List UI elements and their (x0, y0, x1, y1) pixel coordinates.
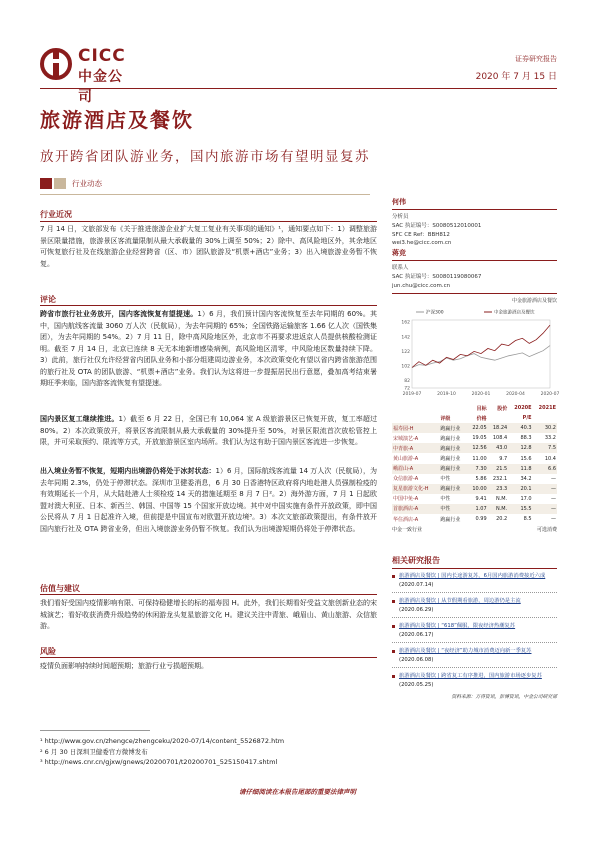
bullet-icon (392, 675, 395, 678)
table-cell: 22.05 (467, 423, 488, 433)
table-row (392, 474, 557, 484)
related-item-title[interactable]: 旅游酒店及餐饮 | “夜经济”助力城市消费迈向新一季复苏 (399, 648, 532, 654)
table-cell: 跑赢行业 (439, 464, 467, 474)
report-type: 证券研究报告 (515, 55, 557, 63)
table-cell: 15.6 (520, 455, 532, 462)
table-header-cell: 评级 (440, 415, 451, 422)
related-research (392, 555, 557, 700)
related-item-date: (2020.05.25) (399, 681, 434, 688)
author-sfc-1: SFC CE Ref：BBH812 (392, 231, 450, 238)
y-tick-label: 82 (404, 379, 410, 385)
category-label: 行业动态 (72, 179, 102, 188)
table-cell: 11.00 (472, 455, 487, 462)
table-row (392, 464, 557, 474)
series-line-1 (412, 325, 550, 367)
related-item-title[interactable]: 旅游酒店及餐饮 | 国内长途游复苏，6月国内旅游消费接近六成 (399, 573, 546, 579)
table-header-cell: 股价 (497, 405, 508, 412)
table-cell: 20.1 (508, 484, 532, 494)
table-cell: 17.0 (520, 495, 532, 502)
table-cell: 20.2 (496, 516, 508, 523)
comment-2-body: 1）截至 6 月 22 日，全国已有 10,064 家 A 级旅游景区已恢复开放，复工率超过 80%。2）本次政策放开，将景区客流限制从最大承载量的 30%提升至 50%，对景区限流首次放松管控上限，并可采取预约、限流等方式，开放旅游景区室内场所。我们认为这有助于国内景区客流进一步恢复。 (40, 415, 378, 446)
table-cell: 43.0 (488, 443, 509, 453)
footnote-2: ² 6 月 30 日深圳卫健委官方微博发布 (40, 747, 148, 756)
table-cell: 跑赢行业 (440, 456, 461, 463)
footnote-3[interactable]: ³ http://news.cnr.cn/gjxw/gnews/20200701/t20200701_525150417.shtml (40, 758, 278, 766)
author-name-2: 蒋竞 (392, 249, 406, 257)
table-header-cell (392, 413, 439, 423)
related-divider (392, 568, 557, 569)
performance-chart (392, 306, 560, 401)
table-row (392, 504, 557, 514)
comment-paragraph-1 (40, 309, 377, 390)
table-row (392, 494, 557, 504)
related-item-title[interactable]: 旅游酒店及餐饮 | “618”佩服，限夜经济热潮复苏 (399, 623, 516, 629)
table-cell: 15.5 (508, 504, 532, 514)
author-sac-1: SAC 执证编号：S0080512010001 (392, 222, 482, 229)
table-cell: 11.8 (508, 464, 532, 474)
category-divider (40, 194, 370, 195)
related-item-title[interactable]: 旅游酒店及餐饮 | 跨省复工有序推进，国内旅游市场逐步复苏 (399, 673, 542, 679)
table-row (392, 423, 557, 433)
header-meta (476, 54, 557, 82)
table-header-cell: 价格 (476, 415, 487, 422)
table-row (392, 443, 557, 453)
related-item[interactable] (392, 622, 557, 639)
table-cell: 6.6 (533, 464, 557, 474)
table-cell: 中青旅-A (392, 443, 439, 453)
section-divider (40, 221, 377, 222)
table-cell: 108.4 (492, 435, 508, 442)
table-cell: 跑赢行业 (440, 435, 461, 442)
cicc-logo (40, 46, 130, 105)
table-source: 中金一致行业 (392, 527, 423, 534)
table-row (392, 484, 557, 494)
related-item-date: (2020.06.17) (399, 631, 434, 638)
comment-paragraph-3 (40, 466, 377, 535)
table-cell: 5.86 (475, 475, 487, 482)
table-header-cell: 2020E (514, 405, 532, 412)
section-heading-risk: 风险 (40, 647, 56, 656)
chart-title: 中金旅游酒店及餐饮 (511, 298, 557, 304)
x-tick-label: 2019-10 (437, 392, 456, 397)
y-tick-label: 122 (401, 349, 410, 355)
legend-label: 中金旅游酒店及餐饮 (494, 310, 535, 316)
x-tick-label: 2020-04 (506, 392, 525, 397)
table-note: 可选消费 (536, 527, 557, 534)
legal-footer: 请仔细阅读在本报告尾部的重要法律声明 (239, 788, 356, 796)
valuation-table (392, 403, 557, 524)
author-divider (392, 209, 557, 210)
table-cell: 福寿园-H (392, 423, 439, 433)
table-cell: 12.56 (467, 443, 488, 453)
table-cell: 中性 (440, 476, 451, 483)
comment-paragraph-2 (40, 414, 377, 449)
table-cell: 众信旅游-A (393, 476, 419, 483)
table-row (392, 433, 557, 443)
table-cell: 40.3 (508, 423, 532, 433)
table-cell: 黄山旅游-A (393, 456, 419, 463)
related-separator (392, 642, 557, 643)
related-item-date: (2020.07.14) (399, 581, 434, 588)
related-item[interactable] (392, 647, 557, 664)
table-cell: 88.3 (520, 435, 532, 442)
table-header-row (392, 403, 557, 413)
category-marker-light (54, 178, 66, 189)
table-cell: 21.5 (488, 464, 509, 474)
author-sac-2: SAC 执证编号：S0080119080067 (392, 273, 482, 280)
footnote-1[interactable]: ¹ http://www.gov.cn/zhengce/zhengceku/2020-07/14/content_5526872.htm (40, 737, 285, 745)
table-cell: 8.5 (523, 516, 532, 523)
table-cell: 10.4 (544, 455, 556, 462)
section-heading-recent: 行业近况 (40, 210, 72, 219)
header-divider (40, 88, 557, 89)
table-header-cell: 2021E (538, 405, 556, 412)
section-heading-valuation: 估值与建议 (40, 584, 80, 593)
logo-text-en: CICC (78, 46, 126, 66)
table-cell: 跑赢行业 (439, 484, 467, 494)
table-cell: N.M. (495, 495, 508, 502)
bullet-icon (392, 625, 395, 628)
related-item[interactable] (392, 597, 557, 614)
author-email-2[interactable]: jun.chu@cicc.com.cn (392, 282, 451, 289)
table-header-cell (439, 403, 467, 413)
table-header-cell: P/E (522, 415, 532, 422)
table-header-cell (392, 403, 439, 413)
section-divider (40, 657, 377, 658)
table-subheader-row (392, 413, 557, 423)
chart-header (392, 293, 557, 304)
related-source: 资料来源：万得资讯，彭博资讯，中金公司研究部 (451, 695, 557, 700)
comment-3-lead: 出入境业务暂不恢复，短期内出境游仍将处于冰封状态： (40, 467, 216, 475)
table-cell: 9.7 (499, 455, 508, 462)
page-title: 旅游酒店及餐饮 (40, 108, 194, 132)
series-line-0 (412, 346, 550, 368)
table-row (392, 514, 557, 524)
table-cell: 7.30 (467, 464, 488, 474)
table-cell: 12.8 (508, 443, 532, 453)
table-cell: — (551, 495, 556, 502)
table-cell: 跑赢行业 (439, 423, 467, 433)
related-separator (392, 667, 557, 668)
comment-2-lead: 国内景区复工继续推进。 (40, 415, 119, 423)
table-cell: — (551, 475, 556, 482)
table-header-cell: 目标 (476, 405, 487, 412)
logo-text-cn: 中金公司 (78, 69, 123, 105)
table-footer (392, 526, 557, 533)
table-cell: 33.2 (544, 435, 556, 442)
bullet-icon (392, 575, 395, 578)
table-cell: 0.99 (475, 516, 487, 523)
comment-3-body: 1）6 月，国际航线客流量 14 万人次（民航局），为去年同期 2.3%，仍处于停滞状态。深圳市卫健委消息，6 月 30 日香港特区政府将内地赴港人员强制检疫的有效期延长一个月，从大陆赴港人士须检疫 14 天的措施延期至 8 月 7 日²。2）海外游方面，7 月 1 日起欧盟对澳大利亚、日本、新西兰、韩国、中国等 15 个国家开放边境。其中对中国实施有条件开放政策，即中国公民将从 7 月 1 日起准许入境，但前提是中国宣布对欧盟开放边境³。3）本次文旅部政策提出，有条件放开国内旅行社及 OTA 跨省业务，但出入境旅游业务仍暂不恢复。我们认为出境游短期仍将处于停滞状态。 (40, 467, 377, 533)
x-tick-label: 2020-01 (471, 392, 491, 397)
author-role-1: 分析员 (392, 214, 409, 220)
table-header-cell (533, 413, 557, 423)
category-marker (40, 178, 52, 189)
legend-label: 沪深300 (426, 310, 444, 316)
table-cell: 23.3 (488, 484, 509, 494)
table-cell: 中国中免-A (393, 496, 419, 503)
table-cell: 34.2 (520, 475, 532, 482)
report-date: 2020 年 7 月 15 日 (475, 72, 557, 82)
cicc-logo-icon (40, 48, 72, 80)
valuation-paragraph: 我们看好受国内疫情影响有限、可保持稳健增长的标的福寿园 H。此外，我们长期看好受益文旅创新业态的宋城演艺；看好收获消费升级趋势的休闲游龙头复星旅游文化 H。建议关注中青旅、峨眉山、黄山旅游、众信旅游。 (40, 599, 377, 630)
table-cell: 232.1 (492, 475, 508, 482)
table-cell: — (551, 516, 556, 523)
related-item-title[interactable]: 旅游酒店及餐饮 | 从节假期看旅游，周边游仍是主流 (399, 598, 521, 604)
author-block-2 (392, 248, 557, 290)
y-tick-label: 142 (401, 335, 410, 341)
table-cell: 峨眉山-A (392, 464, 439, 474)
table-cell: 10.00 (467, 484, 488, 494)
comment-1-body: 1）6 月，我们预计国内客流恢复至去年同期的 60%。其中，国内航线客流量 3060 万人次（民航局），为去年同期的 65%；全国铁路运输旅客 1.66 亿人次（国铁集团），为去年同期的 54%。2）7 月 11 日，除中高风险地区外，北京市不再要求进返京人员提供核酸检测证明。截至 7 月 14 日，北京已连续 8 天无本地新增感染病例，高风险地区清零，中风险地区数量持续下降。3）此前，旅行社仅允许经营省内团队业务和小部分组建周边游业务，本次政策变化有望以省内跨省旅游范围的旅行社及 OTA 的团队旅游、“机票+酒店”业务。我们认为这将进一步提振居民出行意愿，叠加高考结束暑期旺季来临，国内游客流恢复有望提速。 (40, 310, 377, 387)
risk-paragraph: 疫情负面影响持续时间超预期；旅游行业亏损超预期。 (40, 662, 208, 670)
table-cell: 中性 (439, 504, 467, 514)
x-tick-label: 2020-07 (540, 392, 560, 397)
x-tick-label: 2019-07 (402, 392, 422, 397)
table-cell: 30.2 (533, 423, 557, 433)
comment-1-lead: 跨省市旅行社业务放开，国内客流恢复有望提速。 (40, 310, 198, 318)
table-header-cell (488, 413, 509, 423)
chart-divider (392, 293, 557, 294)
footnote-divider (40, 730, 150, 731)
section-divider (40, 305, 377, 306)
related-item-date: (2020.06.08) (399, 656, 434, 663)
page-subtitle: 放开跨省团队游业务，国内旅游市场有望明显复苏 (40, 149, 370, 165)
table-cell: 中性 (440, 496, 451, 503)
table-cell: — (533, 504, 557, 514)
author-role-2: 联系人 (392, 265, 409, 271)
related-item[interactable] (392, 672, 557, 689)
y-tick-label: 72 (404, 386, 410, 392)
related-list (392, 572, 557, 689)
related-item[interactable] (392, 572, 557, 589)
table-cell: N.M. (488, 504, 509, 514)
table-cell: 首旅酒店-A (392, 504, 439, 514)
table-cell: 9.41 (475, 495, 487, 502)
table-cell: 宋城演艺-A (393, 435, 419, 442)
related-separator (392, 617, 557, 618)
table-cell: 19.05 (472, 435, 487, 442)
section-divider (40, 594, 377, 595)
table-cell: 华住酒店-A (393, 516, 419, 523)
section-heading-comment: 评论 (40, 295, 56, 304)
related-item-date: (2020.06.29) (399, 606, 434, 613)
table-cell: 跑赢行业 (440, 516, 461, 523)
table-row (392, 453, 557, 463)
table-cell: 复星旅游文化-H (392, 484, 439, 494)
author-block-1 (392, 197, 557, 248)
table-cell: — (533, 484, 557, 494)
bullet-icon (392, 600, 395, 603)
bullet-icon (392, 650, 395, 653)
author-divider (392, 260, 557, 261)
category-tag (40, 178, 102, 189)
valuation-table-wrap (392, 403, 557, 533)
table-cell: 18.24 (488, 423, 509, 433)
recent-paragraph: 7 月 14 日，文旅部发布《关于推进旅游企业扩大复工复业有关事项的通知》¹，通知要点如下：1）调整旅游景区限量措施，旅游景区客流量限制从最大承载量的 30%上调至 50%；2）除中、高风险地区外，其余地区可恢复旅行社及在线旅游企业经营跨省（区、市）团队旅游及“机票+酒店”业务；3）出入境旅游业务暂不恢复。 (40, 225, 377, 268)
table-cell: 1.07 (467, 504, 488, 514)
table-cell: 跑赢行业 (439, 443, 467, 453)
related-separator (392, 592, 557, 593)
author-name-1: 何伟 (392, 198, 406, 206)
y-tick-label: 162 (401, 320, 410, 326)
related-heading: 相关研究报告 (392, 556, 440, 565)
author-email-1[interactable]: wei3.he@cicc.com.cn (392, 240, 452, 247)
y-tick-label: 102 (401, 364, 410, 370)
footnotes (40, 736, 540, 768)
table-cell: 7.5 (533, 443, 557, 453)
